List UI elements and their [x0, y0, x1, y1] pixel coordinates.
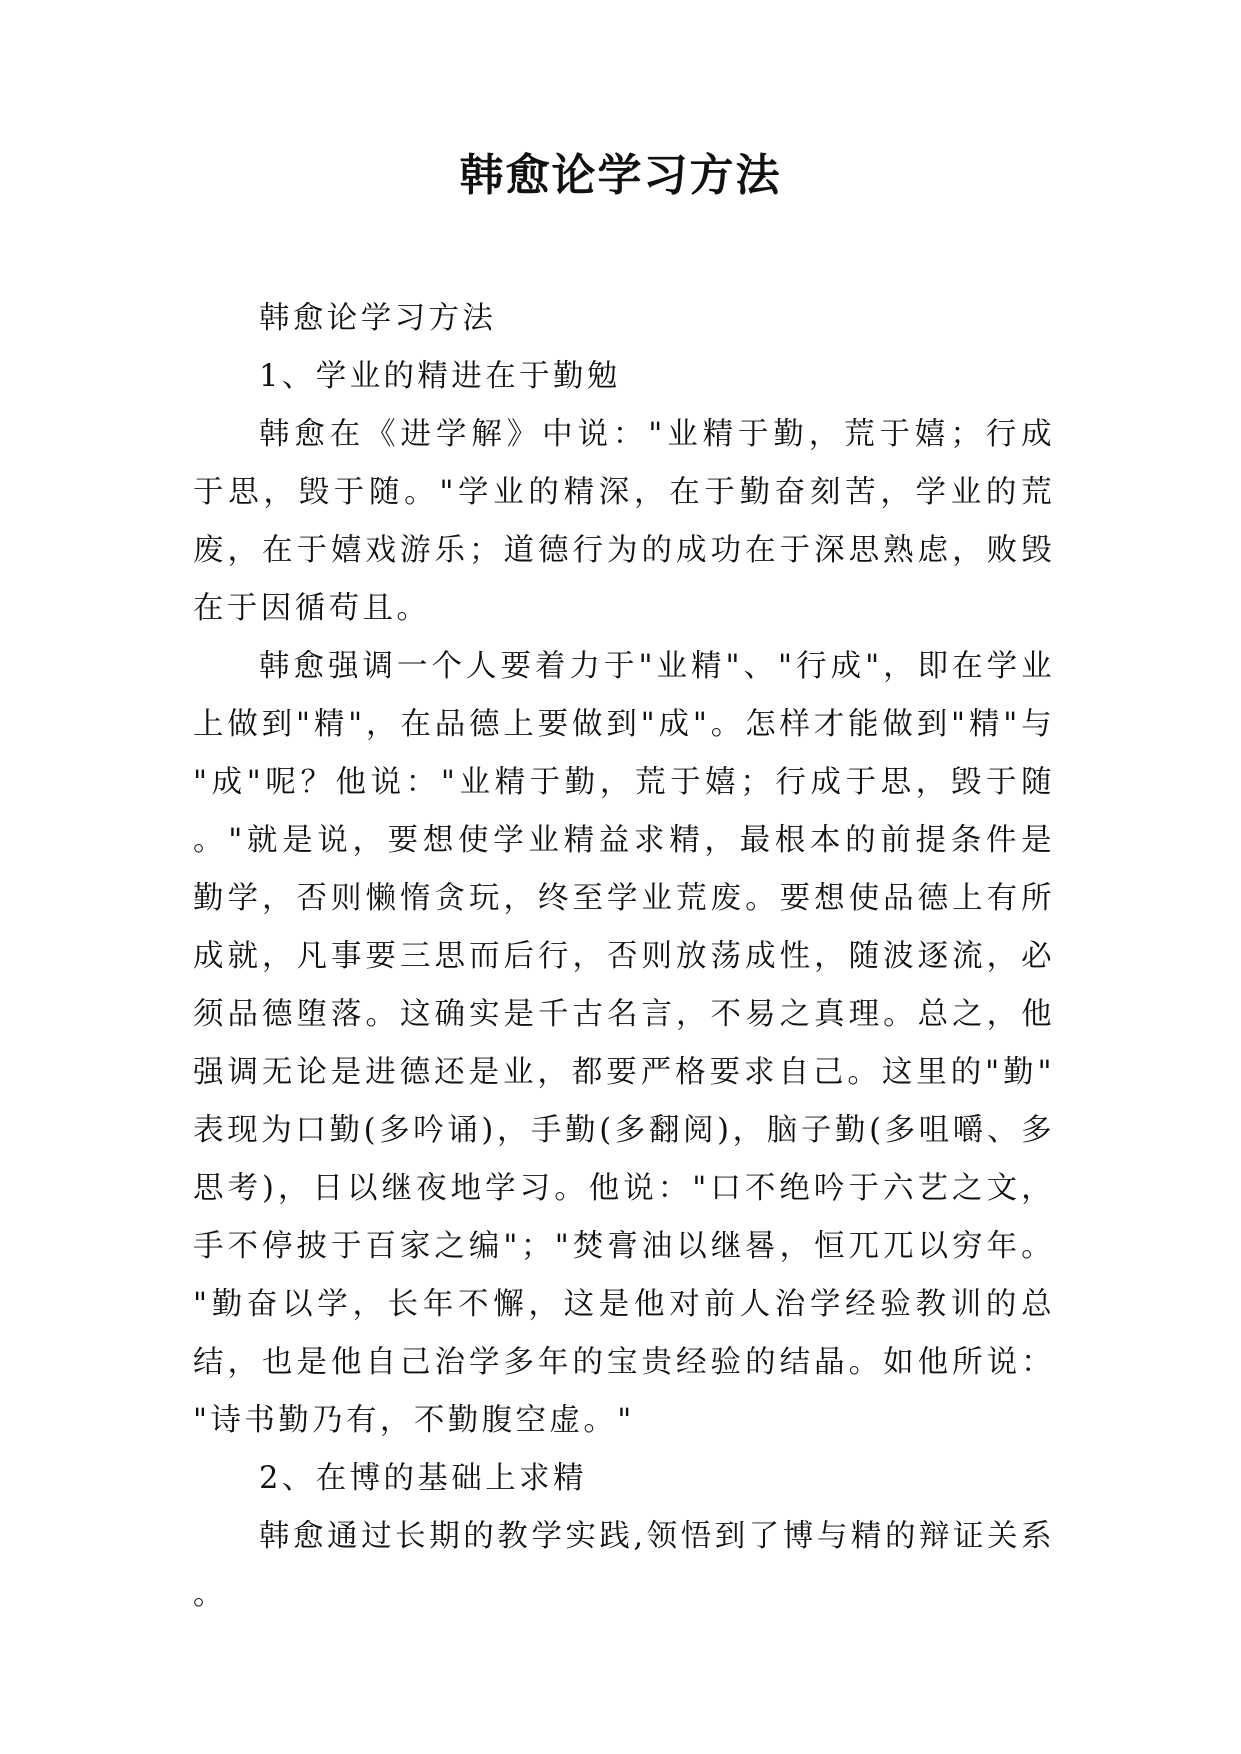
paragraph-continuation: 韩愈通过长期的教学实践,领悟到了博与精的辩证关系。: [193, 1519, 1055, 1612]
section-heading-1: 1、学业的精进在于勤勉: [259, 359, 621, 394]
document-title: 韩愈论学习方法: [459, 150, 782, 201]
document-body: [193, 290, 1055, 1624]
paragraph-heading: 韩愈论学习方法: [259, 301, 497, 336]
section-heading-2: 2、在博的基础上求精: [259, 1461, 587, 1496]
paragraph-quote: 韩愈在《进学解》中说："业精于勤，荒于嬉；行成于思，毁于随。"学业的精深，在于勤奋刻苦，学业的荒废，在于嬉戏游乐；道德行为的成功在于深思熟虑，败毁在于因循苟且。: [193, 417, 1055, 626]
paragraph-explanation: 韩愈强调一个人要着力于"业精"、"行成"，即在学业上做到"精"，在品德上要做到"成"。怎样才能做到"精"与"成"呢？他说："业精于勤，荒于嬉；行成于思，毁于随。"就是说，要想使学业精益求精，最根本的前提条件是勤学，否则懒惰贪玩，终至学业荒废。要想使品德上有所成就，凡事要三思而后行，否则放荡成性，随波逐流，必须品德堕落。这确实是千古名言，不易之真理。总之，他强调无论是进德还是业，都要严格要求自己。这里的"勤"表现为口勤(多吟诵)，手勤(多翻阅)，脑子勤(多咀嚼、多思考)，日以继夜地学习。他说："口不绝吟于六艺之文，手不停披于百家之编"；"焚膏油以继晷，恒兀兀以穷年。"勤奋以学，长年不懈，这是他对前人治学经验教训的总结，也是他自己治学多年的宝贵经验的结晶。如他所说："诗书勤乃有，不勤腹空虚。": [193, 649, 1055, 1438]
